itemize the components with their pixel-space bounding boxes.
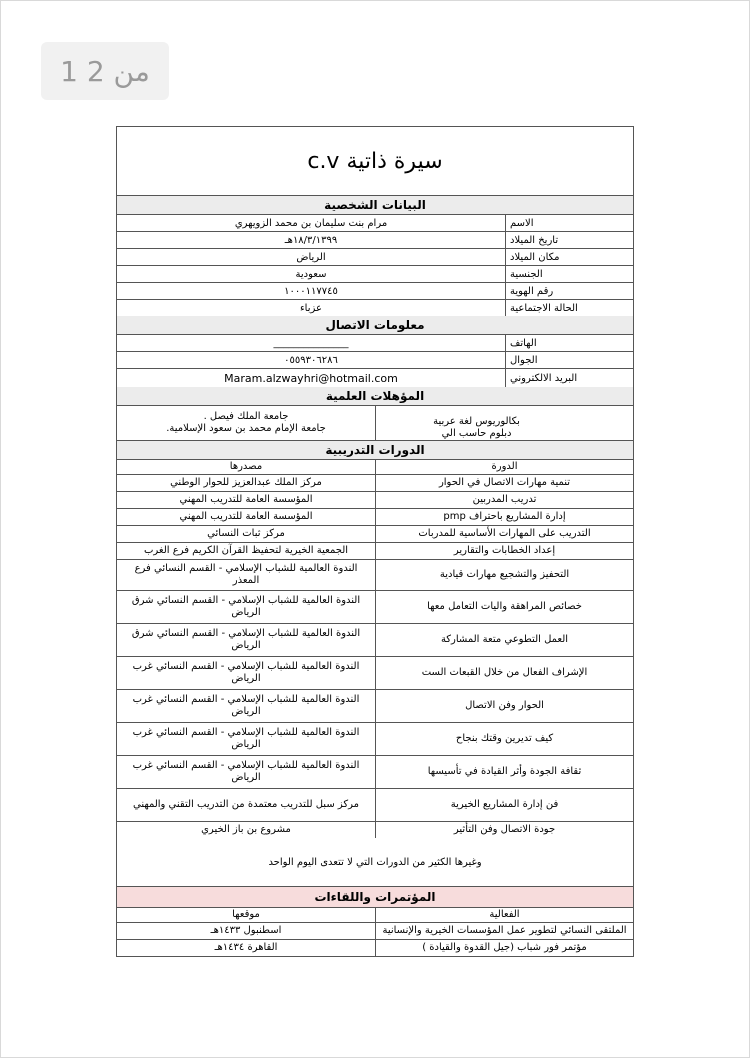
courses-header-row	[117, 460, 633, 475]
qualifications-row	[117, 406, 633, 441]
contact-table	[117, 335, 633, 387]
course-row	[117, 690, 633, 723]
field-label: الجوال	[505, 352, 633, 368]
field-value: Maram.alzwayhri@hotmail.com	[224, 371, 398, 385]
course-row	[117, 560, 633, 591]
course-name: خصائص المراهقة واليات التعامل معها	[375, 591, 633, 623]
course-source: مركز سبل للتدريب معتمدة من التدريب التقني والمهني	[132, 799, 360, 810]
contact-row	[117, 369, 633, 387]
course-name: العمل التطوعي متعة المشاركة	[375, 624, 633, 656]
course-name: التدريب على المهارات الأساسية للمدربات	[375, 526, 633, 542]
personal-row	[117, 215, 633, 232]
course-source: الجمعية الخيرية لتحفيظ القرآن الكريم فرع الغرب	[143, 545, 349, 556]
field-value: مرام بنت سليمان بن محمد الزويهري	[234, 217, 388, 229]
field-value: عزباء	[299, 302, 323, 314]
course-source: مركز ثبات النسائي	[207, 528, 285, 539]
degree-1: بكالوريوس لغة عربية	[433, 416, 520, 427]
conferences-table	[117, 923, 633, 956]
university-1: جامعة الملك فيصل .	[203, 411, 289, 422]
location-column-header: موقعها	[232, 909, 260, 920]
event-column-header: الفعالية	[375, 908, 633, 922]
personal-table	[117, 215, 633, 316]
event-location: اسطنبول ١٤٣٣هـ	[210, 925, 282, 936]
course-name: جودة الاتصال وفن التأثير	[375, 822, 633, 838]
course-source: الندوة العالمية للشباب الإسلامي - القسم النسائي غرب الرياض	[132, 760, 360, 783]
page-indicator: 1 من 2	[41, 42, 169, 100]
course-source: الندوة العالمية للشباب الإسلامي - القسم النسائي غرب الرياض	[132, 727, 360, 750]
course-row	[117, 624, 633, 657]
contact-row	[117, 335, 633, 352]
course-row	[117, 657, 633, 690]
course-row	[117, 723, 633, 756]
courses-table	[117, 475, 633, 838]
course-name: إعداد الخطابات والتقارير	[375, 543, 633, 559]
degree-2: دبلوم حاسب الي	[441, 428, 512, 439]
field-value: _______________	[273, 337, 349, 349]
field-label: الهاتف	[505, 335, 633, 351]
course-name: إدارة المشاريع باحتراف pmp	[375, 509, 633, 525]
degrees-cell	[375, 406, 633, 440]
course-row	[117, 543, 633, 560]
course-name: كيف تديرين وقتك بنجاح	[375, 723, 633, 755]
field-value: الرياض	[296, 251, 326, 263]
course-source: المؤسسة العامة للتدريب المهني	[179, 494, 313, 505]
course-name: التحفيز والتشجيع مهارات قيادية	[375, 560, 633, 590]
event-location: القاهرة ١٤٣٤هـ	[214, 942, 278, 953]
universities-cell	[117, 406, 375, 440]
course-source: الندوة العالمية للشباب الإسلامي - القسم النسائي غرب الرياض	[132, 661, 360, 684]
course-source: مشروع بن باز الخيري	[201, 824, 291, 835]
field-label: مكان الميلاد	[505, 249, 633, 265]
field-label: الجنسية	[505, 266, 633, 282]
field-label: الحالة الاجتماعية	[505, 300, 633, 316]
field-label: تاريخ الميلاد	[505, 232, 633, 248]
course-row	[117, 756, 633, 789]
course-row	[117, 591, 633, 624]
course-row	[117, 492, 633, 509]
course-row	[117, 509, 633, 526]
conference-row	[117, 923, 633, 940]
course-source: الندوة العالمية للشباب الإسلامي - القسم النسائي شرق الرياض	[131, 595, 361, 618]
event-name: مؤتمر فور شباب (جيل القدوة والقيادة )	[375, 940, 633, 956]
field-label: رقم الهوية	[505, 283, 633, 299]
course-row	[117, 475, 633, 492]
course-name: فن إدارة المشاريع الخيرية	[375, 789, 633, 821]
conference-row	[117, 940, 633, 956]
cv-title: سيرة ذاتية c.v	[117, 127, 633, 196]
field-value: ٠٥٥٩٣٠٦٢٨٦	[284, 354, 338, 366]
course-name: تدريب المدربين	[375, 492, 633, 508]
section-personal-header: البيانات الشخصية	[117, 196, 633, 215]
course-column-header: الدورة	[375, 460, 633, 474]
field-value: سعودية	[295, 268, 327, 280]
course-source: الندوة العالمية للشباب الإسلامي - القسم النسائي فرع المعذر	[134, 563, 358, 586]
course-source: مركز الملك عبدالعزيز للحوار الوطني	[170, 477, 322, 488]
field-label: الاسم	[505, 215, 633, 231]
course-row	[117, 789, 633, 822]
course-source: الندوة العالمية للشباب الإسلامي - القسم النسائي شرق الرياض	[131, 628, 361, 651]
event-name: الملتقى النسائي لتطوير عمل المؤسسات الخيرية والإنسانية	[375, 923, 633, 939]
course-name: تنمية مهارات الاتصال في الحوار	[375, 475, 633, 491]
course-source: الندوة العالمية للشباب الإسلامي - القسم النسائي غرب الرياض	[132, 694, 360, 717]
field-value: ١٨/٣/١٣٩٩هـ	[284, 234, 338, 246]
section-courses-header: الدورات التدريبية	[117, 441, 633, 460]
course-row	[117, 526, 633, 543]
course-name: ثقافة الجودة وأثر القيادة في تأسيسها	[375, 756, 633, 788]
section-qualifications-header: المؤهلات العلمية	[117, 387, 633, 406]
conferences-header-row	[117, 908, 633, 923]
courses-note: وغيرها الكثير من الدورات التي لا تتعدى اليوم الواحد	[117, 838, 633, 887]
section-contact-header: معلومات الاتصال	[117, 316, 633, 335]
course-source: المؤسسة العامة للتدريب المهني	[179, 511, 313, 522]
personal-row	[117, 300, 633, 316]
field-label: البريد الالكتروني	[505, 369, 633, 387]
personal-row	[117, 249, 633, 266]
field-value: ١٠٠٠١١٧٧٤٥	[284, 285, 338, 297]
cv-document	[116, 126, 634, 957]
personal-row	[117, 266, 633, 283]
course-row	[117, 822, 633, 838]
university-2: جامعة الإمام محمد بن سعود الإسلامية.	[166, 423, 326, 434]
section-conferences-header: المؤتمرات واللقاءات	[117, 887, 633, 908]
source-column-header: مصدرها	[229, 461, 263, 472]
contact-row	[117, 352, 633, 369]
course-name: الإشراف الفعال من خلال القبعات الست	[375, 657, 633, 689]
personal-row	[117, 283, 633, 300]
personal-row	[117, 232, 633, 249]
course-name: الحوار وفن الاتصال	[375, 690, 633, 722]
